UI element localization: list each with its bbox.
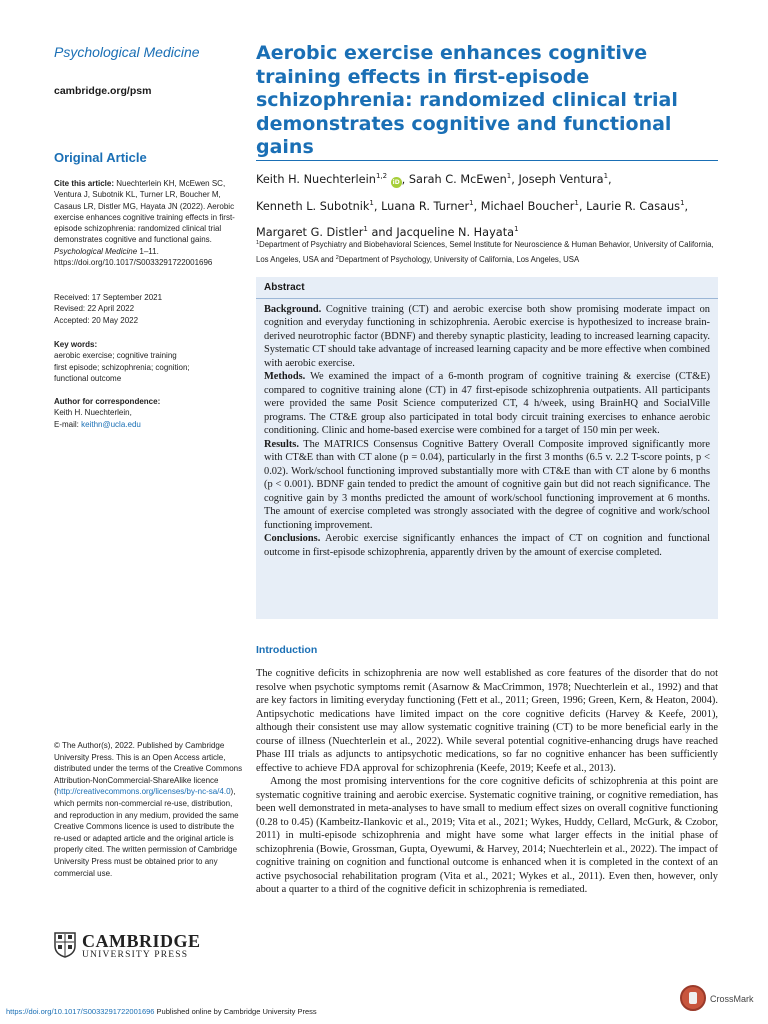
author-affil-sup: 1	[506, 172, 512, 180]
abstract-background-text: Cognitive training (CT) and aerobic exercise both show promising moderate impact on cognition and everyday functioning in schizophrenia. Aerobic exercise is hypothesized to increase brain-derived neurotrophic factor (BDNF) and thereby synaptic plasticity, leading to increased learning capacity. Systematic CT should take advantage of increased learning capacity and be more effective when combined with aerobic exercise.	[264, 303, 710, 369]
abstract-background	[264, 303, 710, 371]
author-affil-sup: 1	[369, 198, 374, 207]
correspondence-block	[54, 396, 160, 430]
author-name[interactable]: Sarah C. McEwen	[408, 173, 507, 186]
received-date: Received: 17 September 2021	[54, 293, 163, 302]
abstract-conclusions-text: Aerobic exercise significantly enhances the impact of CT on cognition and functional outcome in first-episode schizophrenia, apparently driven by the amount of exercise completed.	[264, 533, 710, 558]
crossmark-label[interactable]: CrossMark	[710, 994, 754, 1004]
shield-crest-icon	[54, 932, 76, 958]
orcid-icon[interactable]: iD	[392, 179, 400, 186]
abstract-conclusions	[264, 532, 710, 559]
author-name[interactable]: Luana R. Turner	[381, 199, 470, 213]
keywords-label: Key words:	[54, 340, 98, 349]
author-and: and	[371, 226, 393, 239]
article-type: Original Article	[54, 150, 147, 165]
author-affil-sup: 1	[603, 172, 609, 180]
introduction-body	[256, 667, 718, 897]
journal-url[interactable]: cambridge.org/psm	[54, 85, 152, 97]
title-divider	[256, 160, 718, 161]
cambridge-logo	[54, 930, 204, 964]
abstract-heading: Abstract	[264, 282, 305, 293]
author-name[interactable]: Kenneth L. Subotnik	[256, 199, 370, 213]
abstract-results-text: The MATRICS Consensus Cognitive Battery Overall Composite improved significantly more with CT&E than with CT alone (p = 0.04), particularly in the first 3 months (6.5 v. 2.2 T-score points, p < 0.02). Work/school functioning improved substantially more with CT&E than with CT alone by 6 months (p < 0.001). BDNF gain tended to predict the amount of cognitive gain but did not reach significance. The cognitive gain by 3 months predicted the amount of work/school functioning improvement at 6 months. The amount of exercise completed was strongly associated with the degree of cognitive and work/school functioning improvement.	[264, 438, 710, 531]
author-affil-sup: 1	[680, 198, 685, 207]
abstract-methods-text: We examined the impact of a 6-month program of cognitive training & exercise (CT&E) compared to cognitive training alone (CT) in 47 first-episode schizophrenia outpatients. All participants were provided the same Posit Science computerized CT, 4 h/week, using BrainHQ and SocialVille programs. The CT&E group also participated in total body circuit training exercises to enhance aerobic conditioning. Clinic and home-based exercise were combined for a target of 150 min per week.	[264, 371, 710, 436]
license-text	[54, 740, 244, 879]
introduction-paragraph-1: The cognitive deficits in schizophrenia are now well established as core features of the disorder that do not resolve when psychotic symptoms remit (Asarnow & MacCrimmon, 1978; Nuechterlein et al., 1992) and that are key factors in limiting everyday functioning (Fett et al., 2011; Green, 1996; Green, Kern, & Heaton, 2004). Antipsychotic medications have limited impact on the core cognitive deficits (Harvey & Keefe, 2001), although their consistent use may allow systematic cognitive training (CT) to be more beneficial early in the course of illness (Nuechterlein et al., 2022). While several potential cognitive-enhancing drugs have reached Phase III trials as adjuncts to antipsychotic medications, so far no cognitive enhancer has been sufficiently effective to achieve FDA approval for schizophrenia (Keefe, 2019; Keefe et al., 2013).	[256, 668, 718, 774]
abstract-results	[264, 438, 710, 533]
author-affil-sup: 1	[574, 198, 579, 207]
journal-name[interactable]: Psychological Medicine	[54, 44, 200, 60]
abstract-methods	[264, 370, 710, 438]
abstract-conclusions-label: Conclusions.	[264, 533, 321, 544]
correspondence-email-line	[54, 419, 160, 430]
affil-sup-2: 2	[335, 254, 339, 261]
page-footer	[6, 1007, 317, 1016]
footer-doi-link[interactable]: https://doi.org/10.1017/S0033291722001696	[6, 1007, 155, 1016]
crossmark-badge[interactable]	[680, 985, 760, 1015]
affiliations	[256, 237, 718, 266]
keywords-line-2: first episode; schizophrenia; cognition;	[54, 362, 190, 372]
email-link[interactable]: keithn@ucla.edu	[81, 419, 141, 429]
logo-subtitle: UNIVERSITY PRESS	[82, 950, 189, 960]
affiliation-1: Department of Psychiatry and Biobehavioral Sciences, Semel Institute for Neuroscience & Human Behavior, University of California, Los Angeles, USA and	[256, 240, 714, 264]
cite-label: Cite this article:	[54, 179, 115, 188]
author-name[interactable]: Joseph Ventura	[518, 173, 604, 186]
affil-sup-1: 1	[256, 240, 260, 246]
keywords-line-3: functional outcome	[54, 373, 122, 383]
author-name[interactable]: Jacqueline N. Hayata	[396, 226, 515, 239]
abstract-box	[256, 277, 718, 619]
email-label: E-mail:	[54, 419, 82, 429]
author-list: Keith H. Nuechterlein$^{1,2}$ iD , Sarah C. McEwen$^1$, Joseph Ventura$^1$, Kenneth L. Subotnik$^1$, Luana R. Turner$^1$, Michael Boucher$^1$, Laurie R. Casaus$^1$, Margaret G. Distler$^1$ and Jacqueline N. Hayata$^1$	[256, 172, 689, 239]
dates-block	[54, 292, 162, 326]
author-affil-sup: 1	[469, 198, 474, 207]
article-title: Aerobic exercise enhances cognitive training effects in first-episode schizophrenia: randomized clinical trial demonstrates cognitive and functional gains	[256, 42, 678, 158]
license-link[interactable]: http://creativecommons.org/licenses/by-nc-sa/4.0	[56, 787, 231, 797]
author-name[interactable]: Margaret G. Distler	[256, 226, 364, 239]
revised-date: Revised: 22 April 2022	[54, 304, 135, 314]
author-name[interactable]: Keith H. Nuechterlein	[256, 173, 376, 186]
keywords-block	[54, 339, 190, 384]
license-part-2: ), which permits non-commercial re-use, distribution, and reproduction in any medium, provided the same Creative Commons licence is used to distribute the re-used or adapted article and the original article is properly cited. The written permission of Cambridge University Press must be obtained prior to any commercial use.	[54, 787, 239, 878]
introduction-heading: Introduction	[256, 644, 318, 656]
abstract-results-label: Results.	[264, 438, 299, 450]
introduction-paragraph-2: Among the most promising interventions for the core cognitive deficits of schizophrenia at this point are systematic cognitive training and aerobic exercise. Systematic cognitive training, or cognitive remediation, has been well demonstrated in meta-analyses to have small to medium effect sizes on overall cognitive functioning (0.28 to 0.45) (Kambeitz-Ilankovic et al., 2019; Vita et al., 2021; Wykes, Huddy, Cellard, McGurk, & Czobor, 2011) in multi-episode schizophrenia and might have some what larger effects in the initial phase of schizophrenia (Bowie, Grossman, Gupta, Oyewumi, & Harvey, 2014; Nuechterlein et al., 2022). The impact of cognitive training on cognition and functional outcome is enhanced when it is completed in the context of an active psychosocial rehabilitation program (Vita et al., 2021; Wykes et al., 2011). Even then, however, only about a quarter to a third of the cognitive deficit in schizophrenia is remediated.	[256, 776, 718, 895]
author-affil-sup: 1	[514, 225, 519, 233]
cite-text: Nuechterlein KH, McEwen SC, Ventura J, Subotnik KL, Turner LR, Boucher M, Casaus LR, Distler MG, Hayata JN (2022). Aerobic exercise enhances cognitive training effects in first-episode schizophrenia: randomized clinical trial demonstrates cognitive and functional gains.	[54, 179, 235, 245]
author-name[interactable]: Michael Boucher	[480, 199, 575, 213]
correspondence-name: Keith H. Nuechterlein,	[54, 408, 132, 418]
logo-name: CAMBRIDGE	[82, 931, 201, 951]
accepted-date: Accepted: 20 May 2022	[54, 315, 139, 325]
author-affil-sup: 1	[363, 225, 368, 233]
keywords-line-1: aerobic exercise; cognitive training	[54, 351, 177, 361]
license-part-1: © The Author(s), 2022. Published by Cambridge University Press. This is an Open Access article, distributed under the terms of the Creative Commons Attribution-NonCommercial-ShareAlike licence (	[54, 741, 243, 797]
author-name[interactable]: Laurie R. Casaus	[586, 199, 681, 213]
affiliation-2: Department of Psychology, University of California, Los Angeles, USA	[338, 254, 580, 264]
crossmark-icon[interactable]	[680, 985, 706, 1011]
author-affil-sup: 1,2	[375, 172, 388, 180]
abstract-methods-label: Methods.	[264, 371, 306, 382]
footer-published: Published online by Cambridge University Press	[154, 1007, 317, 1016]
correspondence-label: Author for correspondence:	[54, 397, 161, 406]
abstract-background-label: Background.	[264, 303, 322, 315]
abstract-divider	[256, 298, 718, 299]
citation-block	[54, 178, 244, 268]
cite-pages[interactable]: 1–11. https://doi.org/10.1017/S0033291722001696	[54, 246, 213, 268]
cite-journal: Psychological Medicine	[54, 246, 138, 256]
